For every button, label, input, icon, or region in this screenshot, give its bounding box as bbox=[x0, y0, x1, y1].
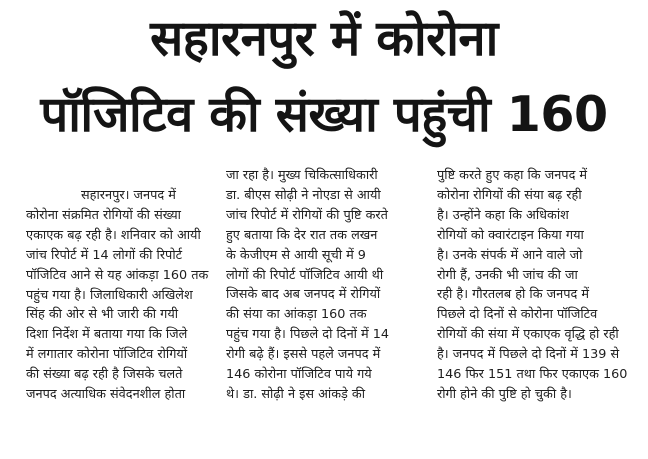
column-line: 146 फिर 151 तथा फिर एकाएक 160 bbox=[437, 367, 628, 383]
column-line: रोगी बढ़े हैं। इससे पहले जनपद में bbox=[226, 347, 381, 363]
headline-line-1: सहारनपुर में कोरोना bbox=[150, 9, 498, 67]
column-line: की संख्या बढ़ रही है जिसके चलते bbox=[26, 367, 183, 383]
column-line: डा. बीएस सोढ़ी ने नोएडा से आयी bbox=[226, 187, 381, 203]
column-line: थे। डा. सोढ़ी ने इस आंकड़े की bbox=[226, 386, 366, 402]
column-line: हुए बताया कि देर रात तक लखन bbox=[226, 227, 378, 243]
column-line: पहुंच गया है। पिछले दो दिनों में 14 bbox=[226, 327, 390, 343]
article-column-1 bbox=[26, 186, 220, 405]
column-line: की संया का आंकड़ा 160 तक bbox=[226, 307, 367, 323]
column-line: कोरोना संक्रमित रोगियों की संख्या bbox=[26, 207, 181, 223]
column-line: पॉजिटिव आने से यह आंकड़ा 160 तक bbox=[26, 267, 209, 283]
column-line: 146 कोरोना पॉजिटिव पाये गये bbox=[226, 367, 372, 383]
column-line: जनपद अत्याधिक संवेदनशील होता bbox=[26, 387, 186, 403]
column-line: है। उन्होंने कहा कि अधिकांश bbox=[437, 207, 569, 223]
article-column-2 bbox=[226, 166, 431, 405]
column-line: रोगियों की संया में एकाएक वृद्धि हो रही bbox=[437, 327, 619, 343]
column-line: एकाएक बढ़ रही है। शनिवार को आयी bbox=[26, 227, 201, 243]
headline-line-2: पॉजिटिव की संख्या पहुंची 160 bbox=[40, 85, 608, 143]
column-line: है। जनपद में पिछले दो दिनों में 139 से bbox=[437, 347, 620, 363]
column-line: पुष्टि करते हुए कहा कि जनपद में bbox=[437, 168, 588, 183]
column-line: जांच रिपोर्ट में रोगियों की पुष्टि करते bbox=[226, 207, 388, 223]
column-line: रही है। गौरतलब हो कि जनपद में bbox=[437, 287, 589, 303]
column-line: रोगियों को क्वारंटाइन किया गया bbox=[437, 227, 584, 243]
column-line: में लगातार कोरोना पॉजिटिव रोगियों bbox=[26, 347, 188, 363]
column-line: पहुंच गया है। जिलाधिकारी अखिलेश bbox=[26, 287, 193, 303]
column-line: रोगी होने की पुष्टि हो चुकी है। bbox=[437, 386, 572, 402]
column-line: जिसके बाद अब जनपद में रोगियों bbox=[226, 287, 381, 303]
column-line: है। उनके संपर्क में आने वाले जो bbox=[437, 247, 583, 263]
column-line: सिंह की ओर से भी जारी की गयी bbox=[26, 307, 179, 323]
column-line: रोगी हैं, उनकी भी जांच की जा bbox=[437, 267, 578, 283]
column-line: कोरोना रोगियों की संया बढ़ रही bbox=[437, 187, 582, 203]
column-line: जा रहा है। मुख्य चिकित्साधिकारी bbox=[226, 168, 378, 183]
column-line: लोगों की रिपोर्ट पॉजिटिव आयी थी bbox=[226, 267, 384, 283]
article-column-3 bbox=[437, 166, 637, 405]
column-line: सहारनपुर। जनपद में bbox=[81, 188, 176, 203]
column-line: पिछले दो दिनों से कोरोना पॉजिटिव bbox=[437, 307, 598, 323]
column-line: जांच रिपोर्ट में 14 लोगों की रिपोर्ट bbox=[26, 247, 183, 263]
column-line: के केजीएम से आयी सूची में 9 bbox=[226, 247, 366, 263]
column-line: दिशा निर्देश में बताया गया कि जिले bbox=[26, 327, 188, 343]
